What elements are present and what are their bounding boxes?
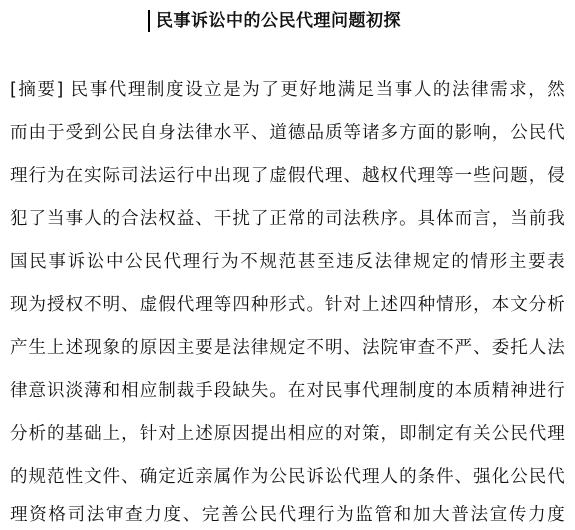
- title-area: [0, 4, 575, 32]
- body-line-2[interactable]: 而由于受到公民自身法律水平、道德品质等诸多方面的影响，公民代: [10, 123, 565, 143]
- body-line-8[interactable]: 律意识淡薄和相应制裁手段缺失。在对民事代理制度的本质精神进行: [10, 381, 565, 401]
- body-line-4[interactable]: 犯了当事人的合法权益、干扰了正常的司法秩序。具体而言，当前我: [10, 209, 565, 229]
- body-line-6[interactable]: 现为授权不明、虚假代理等四种形式。针对上述四种情形，本文分析: [10, 295, 565, 315]
- text-cursor: [148, 10, 150, 32]
- body-line-7[interactable]: 产生上述现象的原因主要是法律规定不明、法院审查不严、委托人法: [10, 338, 565, 358]
- document-title[interactable]: 民事诉讼中的公民代理问题初探: [156, 11, 401, 31]
- body-line-1[interactable]: [摘要] 民事代理制度设立是为了更好地满足当事人的法律需求，然: [10, 80, 565, 100]
- body-line-11[interactable]: 理资格司法审查力度、完善公民代理行为监管和加大普法宣传力度: [10, 505, 565, 525]
- body-line-3[interactable]: 理行为在实际司法运行中出现了虚假代理、越权代理等一些问题，侵: [10, 166, 565, 186]
- body-line-5[interactable]: 国民事诉讼中公民代理行为不规范甚至违反法律规定的情形主要表: [10, 252, 565, 272]
- body-line-10[interactable]: 的规范性文件、确定近亲属作为公民诉讼代理人的条件、强化公民代: [10, 467, 565, 487]
- body-line-9[interactable]: 分析的基础上，针对上述原因提出相应的对策，即制定有关公民代理: [10, 424, 565, 444]
